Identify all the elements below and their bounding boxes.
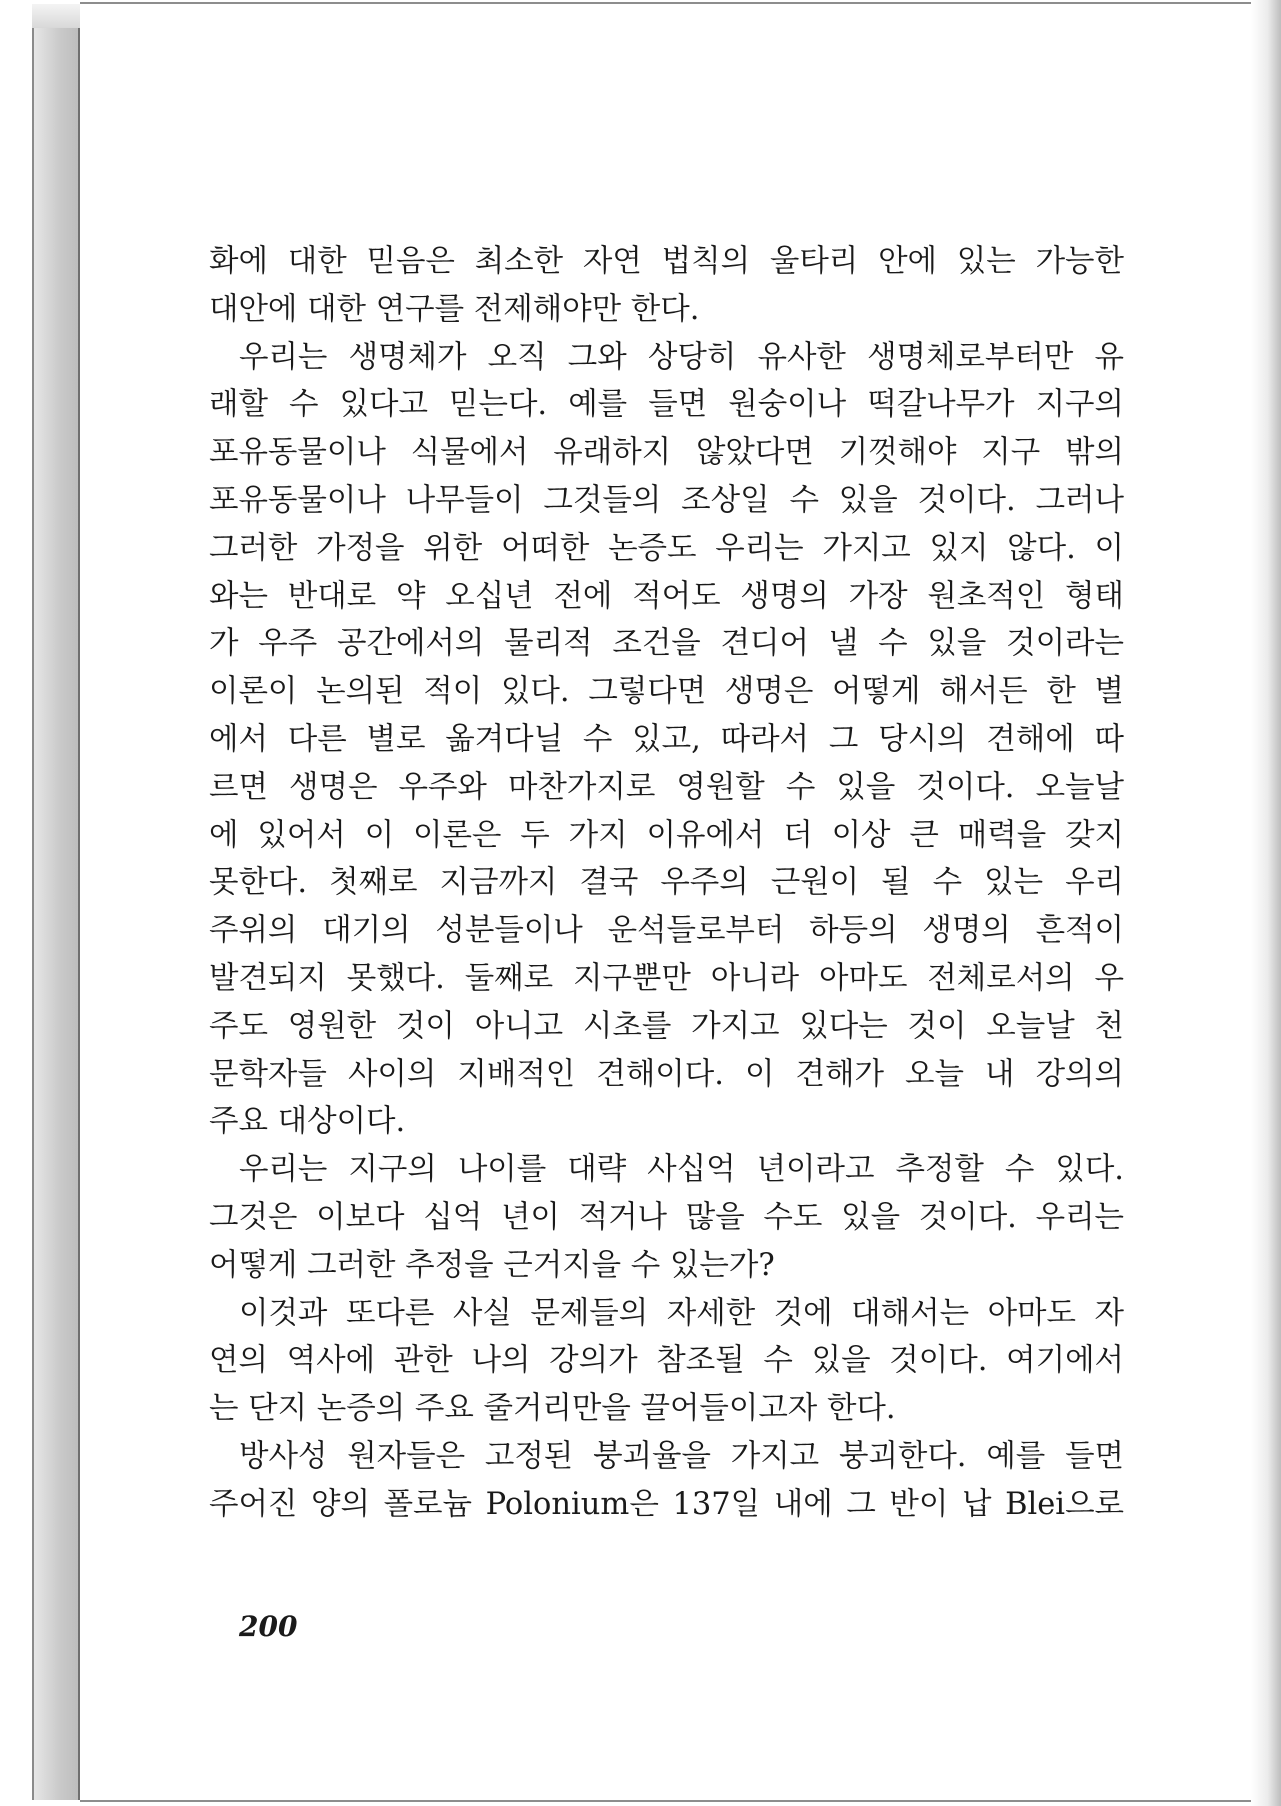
text-line: 는 단지 논증의 주요 줄거리만을 끌어들이고자 한다. [209, 1391, 896, 1427]
text-line: 에 있어서 이 이론은 두 가지 이유에서 더 이상 큰 매력을 갖지 [209, 817, 1124, 853]
text-line: 문학자들 사이의 지배적인 견해이다. 이 견해가 오늘 내 강의의 [209, 1056, 1124, 1092]
page-edge-shadow [1251, 0, 1281, 1806]
text-line: 와는 반대로 약 오십년 전에 적어도 생명의 가장 원초적인 형태 [209, 578, 1124, 614]
text-line: 포유동물이나 나무들이 그것들의 조상일 수 있을 것이다. 그러나 [209, 482, 1124, 518]
text-line: 그것은 이보다 십억 년이 적거나 많을 수도 있을 것이다. 우리는 [209, 1199, 1124, 1235]
text-line: 그러한 가정을 위한 어떠한 논증도 우리는 가지고 있지 않다. 이 [209, 530, 1124, 566]
book-spine [32, 4, 80, 1800]
text-line: 이것과 또다른 사실 문제들의 자세한 것에 대해서는 아마도 자 [239, 1295, 1124, 1331]
text-line: 방사성 원자들은 고정된 붕괴율을 가지고 붕괴한다. 예를 들면 [239, 1438, 1124, 1474]
text-line: 르면 생명은 우주와 마찬가지로 영원할 수 있을 것이다. 오늘날 [209, 769, 1124, 805]
text-line: 우리는 생명체가 오직 그와 상당히 유사한 생명체로부터만 유 [239, 339, 1124, 375]
text-line: 에서 다른 별로 옮겨다닐 수 있고, 따라서 그 당시의 견해에 따 [209, 721, 1124, 757]
text-line: 이론이 논의된 적이 있다. 그렇다면 생명은 어떻게 해서든 한 별 [209, 674, 1124, 710]
text-line: 주어진 양의 폴로늄 Polonium은 137일 내에 그 반이 납 Blei으로 [209, 1486, 1124, 1522]
text-line: 가 우주 공간에서의 물리적 조건을 견디어 낼 수 있을 것이라는 [209, 626, 1124, 662]
text-line: 발견되지 못했다. 둘째로 지구뿐만 아니라 아마도 전체로서의 우 [209, 960, 1124, 996]
body-text [209, 238, 1124, 1529]
text-line: 연의 역사에 관한 나의 강의가 참조될 수 있을 것이다. 여기에서 [209, 1343, 1124, 1379]
text-line: 못한다. 첫째로 지금까지 결국 우주의 근원이 될 수 있는 우리 [209, 865, 1124, 901]
text-line: 대안에 대한 연구를 전제해야만 한다. [209, 291, 700, 327]
text-line: 화에 대한 믿음은 최소한 자연 법칙의 울타리 안에 있는 가능한 [209, 244, 1124, 279]
text-line: 포유동물이나 식물에서 유래하지 않았다면 기껏해야 지구 밖의 [209, 435, 1124, 471]
text-line: 주요 대상이다. [209, 1104, 406, 1140]
page-number: 200 [239, 1610, 298, 1643]
text-line: 우리는 지구의 나이를 대략 사십억 년이라고 추정할 수 있다. [239, 1152, 1124, 1188]
text-line: 주도 영원한 것이 아니고 시초를 가지고 있다는 것이 오늘날 천 [209, 1008, 1124, 1044]
text-line: 래할 수 있다고 믿는다. 예를 들면 원숭이나 떡갈나무가 지구의 [209, 387, 1124, 423]
text-line: 어떻게 그러한 추정을 근거지을 수 있는가? [209, 1247, 775, 1283]
text-line: 주위의 대기의 성분들이나 운석들로부터 하등의 생명의 흔적이 [209, 913, 1124, 949]
book-spine-top [32, 4, 80, 28]
